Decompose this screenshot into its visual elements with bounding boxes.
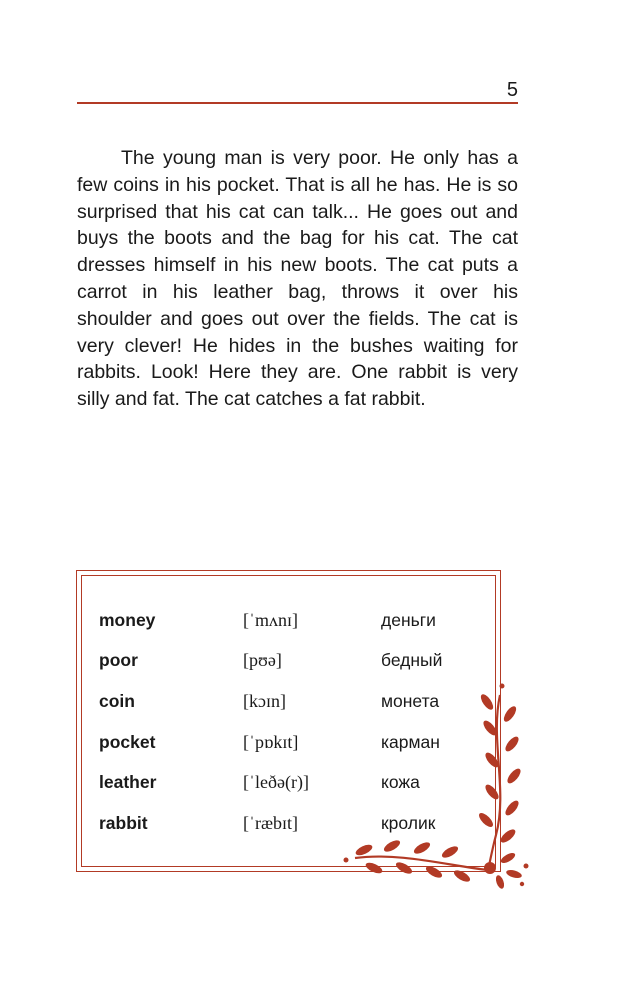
vocabulary-translation: карман bbox=[381, 731, 440, 752]
vocabulary-row bbox=[99, 641, 479, 682]
vocabulary-translation: кролик bbox=[381, 812, 436, 833]
vocabulary-word: money bbox=[99, 609, 156, 630]
vocabulary-word: rabbit bbox=[99, 812, 148, 833]
vocabulary-row bbox=[99, 600, 479, 641]
vocabulary-transcription: [ˈpɒkɪt] bbox=[243, 731, 299, 752]
vocabulary-word: leather bbox=[99, 772, 157, 793]
vocabulary-transcription: [pʊə] bbox=[243, 650, 282, 671]
vocabulary-translation: деньги bbox=[381, 609, 436, 630]
page-number: 5 bbox=[506, 79, 518, 101]
floral-corner-icon bbox=[340, 680, 540, 890]
vocabulary-translation: монета bbox=[381, 690, 440, 711]
vocabulary-translation: бедный bbox=[381, 650, 443, 671]
vocabulary-transcription: [ˈræbɪt] bbox=[243, 812, 298, 833]
vocabulary-transcription: [ˈmʌnɪ] bbox=[243, 609, 298, 630]
vocabulary-word: pocket bbox=[99, 731, 156, 752]
vocabulary-word: coin bbox=[99, 690, 135, 711]
header-rule bbox=[77, 102, 518, 104]
story-paragraph: The young man is very poor. He only has a few coins in his pocket. That is all he has. He is so surprised that his cat can talk... He goes out and buys the boots and the bag for his cat. The cat dresses himself in his new boots. The cat puts a carrot in his leather bag, throws it over his shoulder and goes out over the fields. The cat is very clever! He hides in the bushes waiting for rabbits. Look! Here they are. One rabbit is very silly and fat. The cat catches a fat rabbit. bbox=[77, 147, 518, 411]
vocabulary-transcription: [kɔɪn] bbox=[243, 690, 286, 711]
vocabulary-word: poor bbox=[99, 650, 138, 671]
vocabulary-transcription: [ˈleðə(r)] bbox=[243, 772, 309, 793]
vocabulary-translation: кожа bbox=[381, 772, 420, 793]
